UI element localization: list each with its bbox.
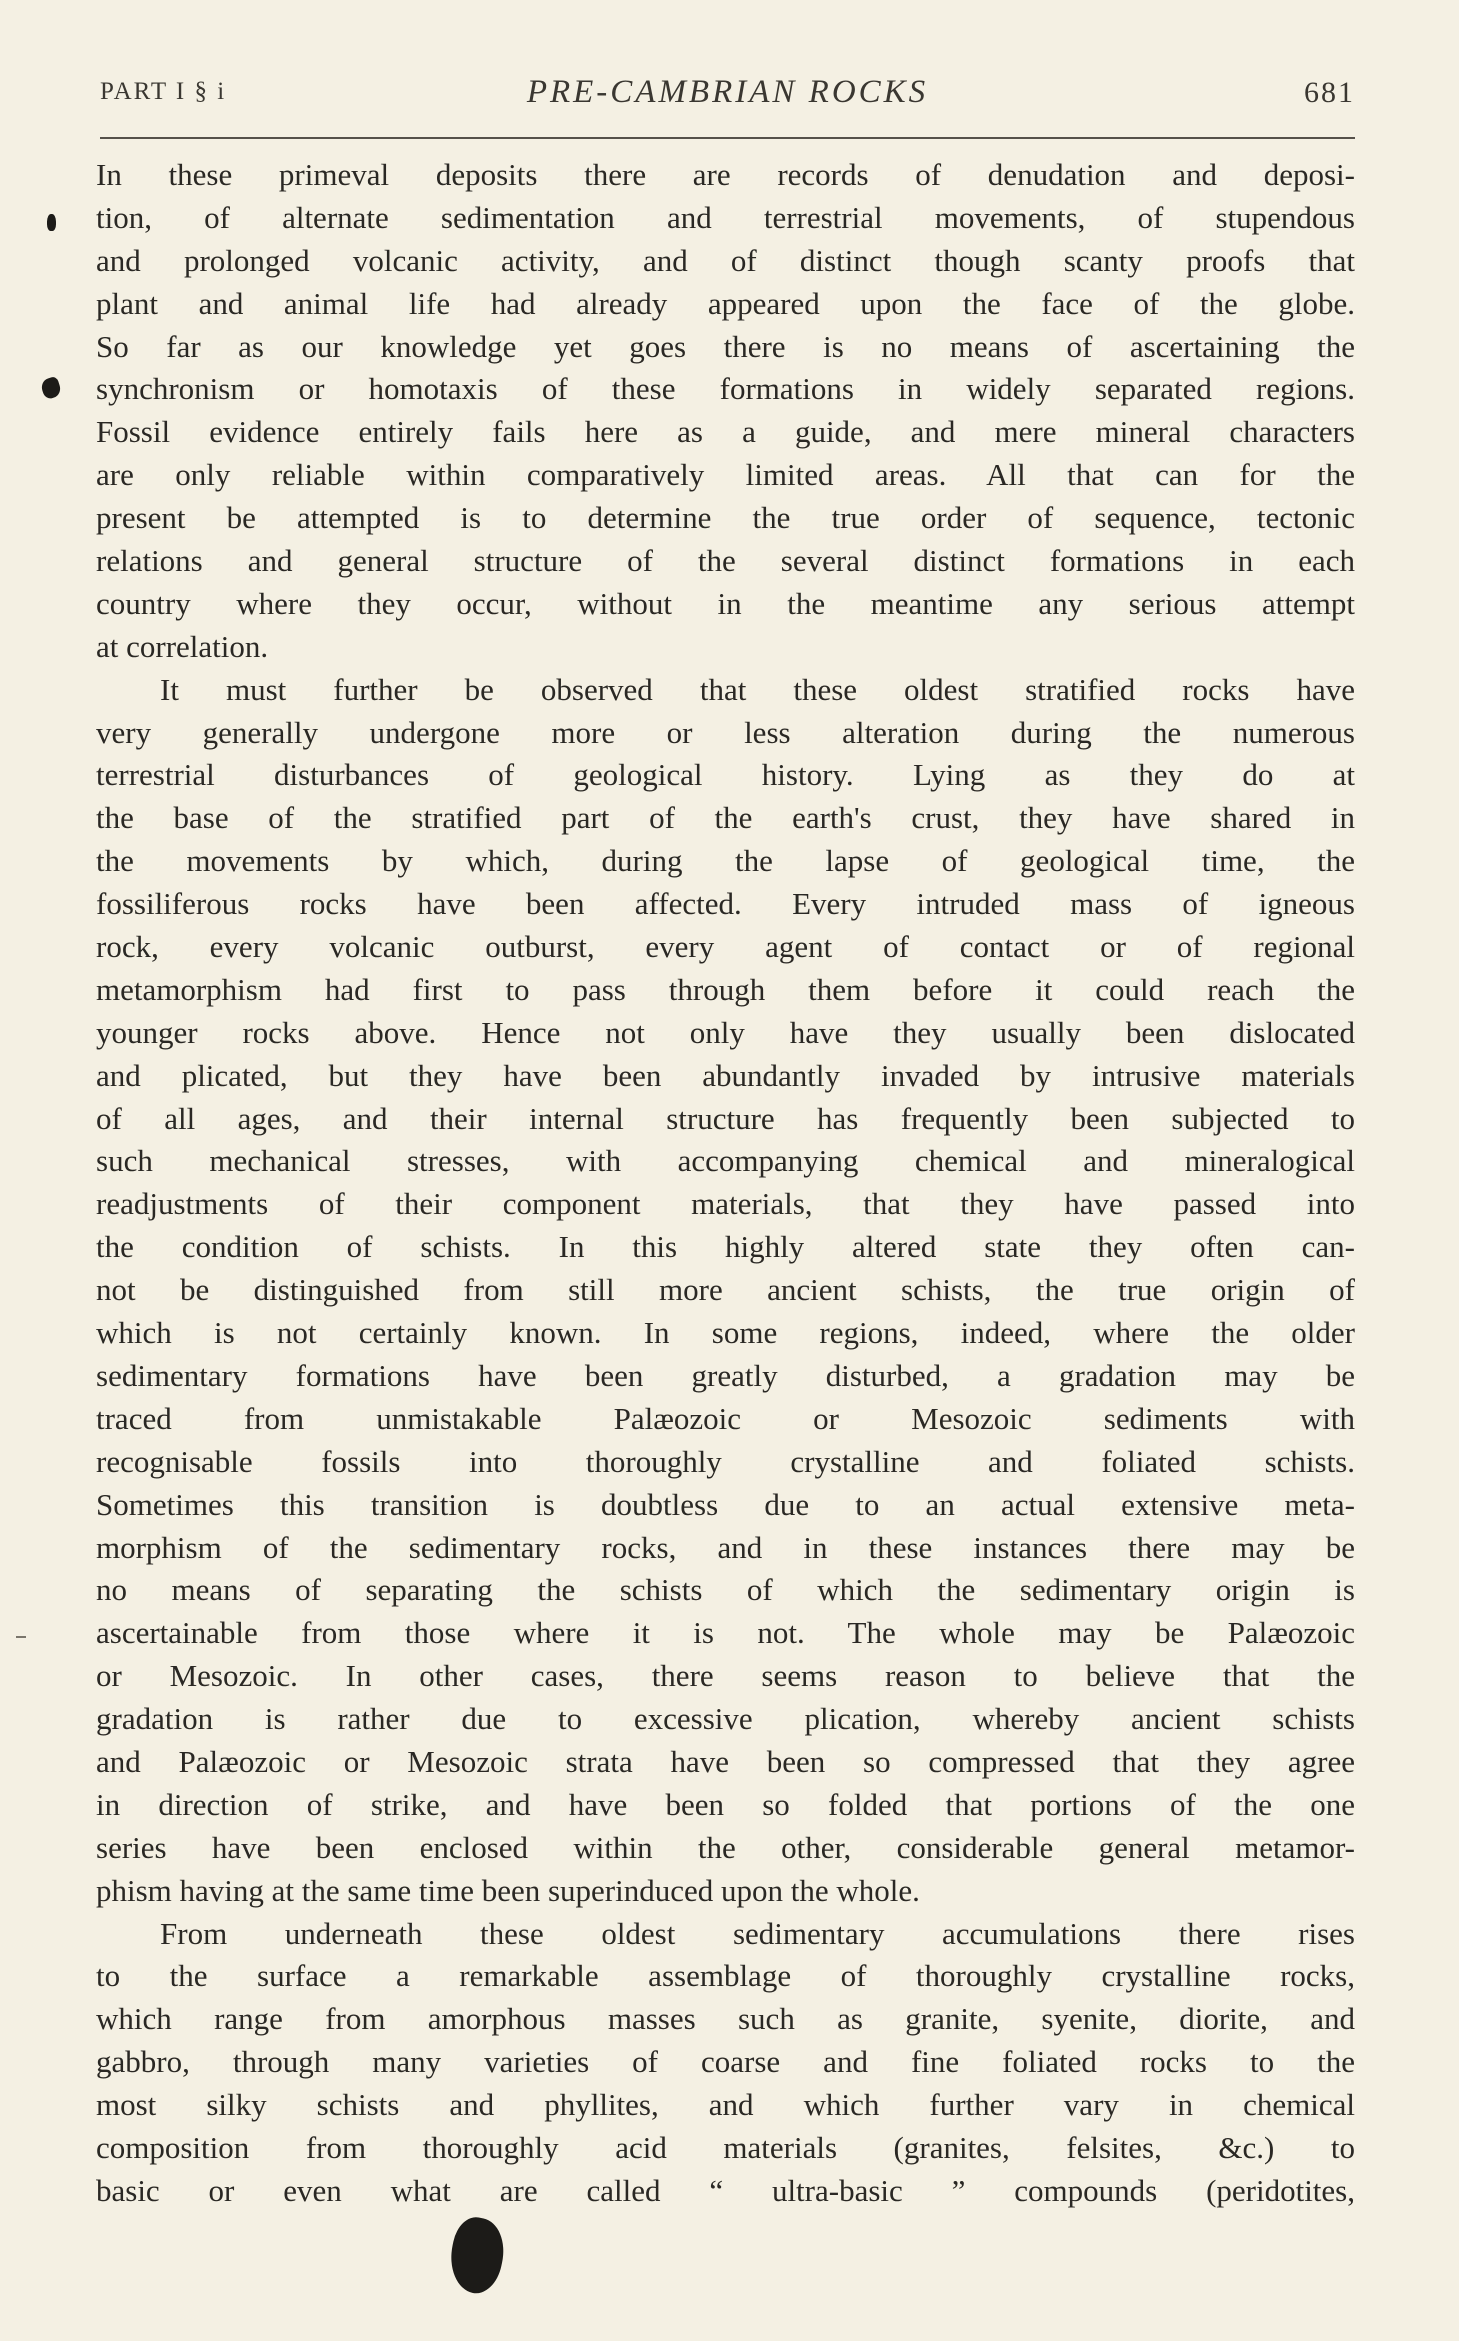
text-line: morphism of the sedimentary rocks, and in these instances there may be [96, 1529, 1355, 1565]
paragraph-2 [96, 669, 1355, 1913]
text-line: not be distinguished from still more ancient schists, the true origin of [96, 1272, 1355, 1308]
page-number: 681 [1304, 76, 1355, 109]
text-line: relations and general structure of the several distinct formations in each [96, 543, 1355, 579]
text-line: From underneath these oldest sedimentary accumulations there rises [160, 1915, 1355, 1951]
text-line: gabbro, through many varieties of coarse and fine foliated rocks to the [96, 2044, 1355, 2080]
text-line: present be attempted is to determine the true order of sequence, tectonic [96, 500, 1355, 536]
text-line: composition from thoroughly acid materials (granites, felsites, &c.) to [96, 2129, 1355, 2165]
text-line: the condition of schists. In this highly altered state they often can- [96, 1229, 1355, 1265]
text-line: younger rocks above. Hence not only have they usually been dislocated [96, 1014, 1355, 1050]
text-line: and plicated, but they have been abundantly invaded by intrusive materials [96, 1057, 1355, 1093]
text-line: which range from amorphous masses such as granite, syenite, diorite, and [96, 2001, 1355, 2037]
text-line: It must further be observed that these oldest stratified rocks have [160, 671, 1355, 707]
text-line: fossiliferous rocks have been affected. Every intruded mass of igneous [96, 886, 1355, 922]
text-line: the movements by which, during the lapse of geological time, the [96, 843, 1355, 879]
text-line: tion, of alternate sedimentation and terrestrial movements, of stupendous [96, 199, 1355, 235]
running-title: PRE-CAMBRIAN ROCKS [526, 74, 929, 110]
text-line: to the surface a remarkable assemblage of thoroughly crystalline rocks, [96, 1958, 1355, 1994]
ink-blot-mark [39, 376, 62, 401]
text-line: which is not certainly known. In some regions, indeed, where the older [96, 1315, 1355, 1351]
body-text [96, 154, 1355, 2213]
text-line: in direction of strike, and have been so folded that portions of the one [96, 1786, 1355, 1822]
text-line: the base of the stratified part of the earth's crust, they have shared in [96, 800, 1355, 836]
text-line: plant and animal life had already appeared upon the face of the globe. [96, 285, 1355, 321]
header-rule [100, 137, 1355, 139]
margin-mark [16, 1636, 26, 1638]
text-line: series have been enclosed within the other, considerable general metamor- [96, 1829, 1355, 1865]
text-line: most silky schists and phyllites, and which further vary in chemical [96, 2087, 1355, 2123]
text-line: metamorphism had first to pass through them before it could reach the [96, 971, 1355, 1007]
text-line: and prolonged volcanic activity, and of distinct though scanty proofs that [96, 242, 1355, 278]
text-line: and Palæozoic or Mesozoic strata have been so compressed that they agree [96, 1743, 1355, 1779]
text-line: traced from unmistakable Palæozoic or Mesozoic sediments with [96, 1400, 1355, 1436]
text-line: terrestrial disturbances of geological history. Lying as they do at [96, 757, 1355, 793]
text-line: at correlation. [96, 628, 269, 664]
ink-blot-mark [47, 214, 56, 231]
text-line: gradation is rather due to excessive plication, whereby ancient schists [96, 1701, 1355, 1737]
text-line: very generally undergone more or less alteration during the numerous [96, 714, 1355, 750]
running-head [100, 70, 1355, 120]
text-line: of all ages, and their internal structure has frequently been subjected to [96, 1100, 1355, 1136]
text-line: readjustments of their component materials, that they have passed into [96, 1186, 1355, 1222]
text-line: basic or even what are called “ ultra-basic ” compounds (peridotites, [96, 2172, 1355, 2208]
text-line: sedimentary formations have been greatly disturbed, a gradation may be [96, 1357, 1355, 1393]
paragraph-1 [96, 154, 1355, 669]
paragraph-3 [96, 1913, 1355, 2213]
text-line: are only reliable within comparatively limited areas. All that can for the [96, 457, 1355, 493]
text-line: recognisable fossils into thoroughly crystalline and foliated schists. [96, 1443, 1355, 1479]
text-line: such mechanical stresses, with accompanying chemical and mineralogical [96, 1143, 1355, 1179]
text-line: synchronism or homotaxis of these formations in widely separated regions. [96, 371, 1355, 407]
text-line: no means of separating the schists of which the sedimentary origin is [96, 1572, 1355, 1608]
section-reference: PART I § i [100, 78, 227, 105]
text-line: Fossil evidence entirely fails here as a guide, and mere mineral characters [96, 414, 1355, 450]
text-line: phism having at the same time been superinduced upon the whole. [96, 1872, 920, 1908]
text-line: country where they occur, without in the meantime any serious attempt [96, 585, 1355, 621]
text-line: In these primeval deposits there are records of denudation and deposi- [96, 157, 1355, 192]
text-line: So far as our knowledge yet goes there is no means of ascertaining the [96, 328, 1355, 364]
ink-blot-mark [444, 2213, 510, 2297]
text-line: or Mesozoic. In other cases, there seems reason to believe that the [96, 1658, 1355, 1694]
text-line: Sometimes this transition is doubtless due to an actual extensive meta- [96, 1486, 1355, 1522]
text-line: rock, every volcanic outburst, every agent of contact or of regional [96, 929, 1355, 965]
text-line: ascertainable from those where it is not. The whole may be Palæozoic [96, 1615, 1355, 1651]
